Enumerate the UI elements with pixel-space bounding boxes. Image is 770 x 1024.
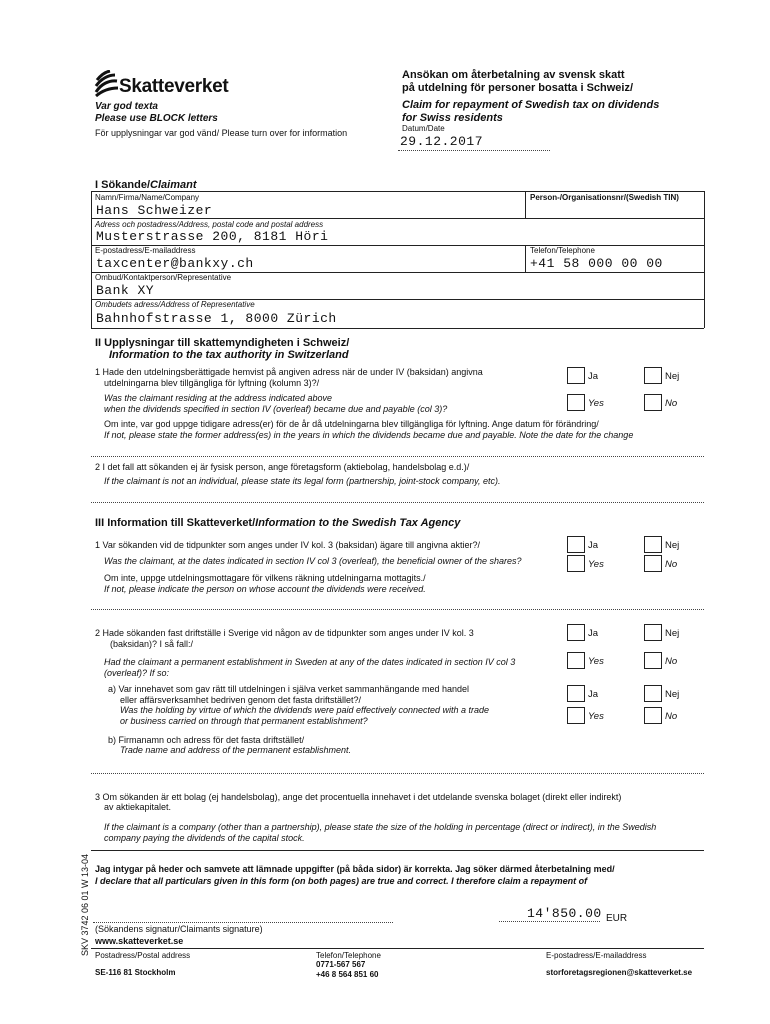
- s3-q3-text-sv-1: 3 Om sökanden är ett bolag (ej handelsbolag), ange det procentuella innehavet i det utdelande svenska bolaget (direkt eller indirekt): [95, 792, 622, 802]
- form-title-en-2: for Swiss residents: [402, 112, 503, 124]
- section-1-heading-sv: I Sökande/: [95, 179, 151, 191]
- s2-q1-nej-label: Nej: [665, 371, 680, 382]
- s2-q1-text-sv-2: utdelningarna blev tillgängliga för lyftning (kolumn 3)?/: [104, 378, 320, 388]
- tin-label: Person-/Organisationsnr/(Swedish TIN): [530, 193, 679, 202]
- s3-q2-nej-label: Nej: [665, 628, 680, 639]
- date-label: Datum/Date: [402, 124, 445, 133]
- form-code: SKV 3742 06 01 W 13-04: [80, 853, 90, 956]
- s3-q2-no-label: No: [665, 656, 678, 667]
- divider: [91, 191, 92, 328]
- logo-text: Skatteverket: [119, 76, 229, 97]
- email-label: E-postadress/E-mailaddress: [95, 246, 196, 255]
- section-1-heading: [95, 179, 197, 191]
- website-link[interactable]: www.skatteverket.se: [95, 936, 184, 946]
- s3-q2-ja-label: Ja: [588, 628, 599, 639]
- s3-q1-no-label: No: [665, 559, 678, 570]
- signature-label: (Sökandens signatur/Claimants signature): [95, 924, 263, 934]
- s2-q1-text-en-1: Was the claimant residing at the address indicated above: [104, 393, 332, 403]
- s2-q2-answer-line[interactable]: [91, 502, 704, 503]
- section-3-heading: [95, 517, 460, 529]
- section-1-heading-en: Claimant: [150, 179, 197, 191]
- s3-q1-note-en: If not, please indicate the person on whose account the dividends were received.: [104, 584, 426, 594]
- s3-q2-text-sv-2: (baksidan)? I så fall:/: [110, 639, 194, 649]
- section-2-heading-sv: II Upplysningar till skattemyndigheten i Schweiz/: [95, 337, 350, 349]
- logo: [93, 70, 243, 100]
- s3-q3-text-sv-2: av aktiekapitalet.: [104, 802, 172, 812]
- s3-qa-nej-label: Nej: [665, 689, 680, 700]
- s3-q1-yes-checkbox[interactable]: [567, 555, 585, 572]
- section-3-heading-sv: III Information till Skatteverket/: [95, 517, 256, 529]
- s2-q1-note-en: If not, please state the former address(es) in the years in which the dividends became due and payable. Note the date for the change: [104, 430, 634, 440]
- s2-q1-nej-checkbox[interactable]: [644, 367, 662, 384]
- s2-q1-no-label: No: [665, 398, 678, 409]
- s3-qa-ja-checkbox[interactable]: [567, 685, 585, 702]
- footer-phone-2: +46 8 564 851 60: [316, 970, 379, 979]
- s3-q1-nej-label: Nej: [665, 540, 680, 551]
- s3-qa-no-label: No: [665, 711, 678, 722]
- s3-qa-text-en-2: or business carried on through that permanent establishment?: [120, 716, 368, 726]
- divider: [91, 218, 704, 219]
- phone-label: Telefon/Telephone: [530, 246, 595, 255]
- s3-q3-text-en-2: company paying the dividends of the capital stock.: [104, 833, 305, 843]
- divider: [704, 191, 705, 328]
- form-title-en-1: Claim for repayment of Swedish tax on dividends: [402, 99, 660, 111]
- fill-in-instruction-sv: Var god texta: [95, 101, 158, 112]
- s2-q1-no-checkbox[interactable]: [644, 394, 662, 411]
- divider: [525, 191, 526, 218]
- tin-field[interactable]: [530, 203, 700, 217]
- claim-amount-line: [499, 921, 600, 922]
- signature-line[interactable]: [93, 922, 393, 923]
- email-field[interactable]: taxcenter@bankxy.ch: [96, 256, 254, 271]
- fill-in-instruction-en: Please use BLOCK letters: [95, 113, 218, 124]
- s2-q1-answer-line[interactable]: [91, 456, 704, 457]
- footer-email-value[interactable]: storforetagsregionen@skatteverket.se: [546, 968, 693, 977]
- s2-q1-yes-label: Yes: [588, 398, 604, 409]
- s3-qa-text-en-1: Was the holding by virtue of which the dividends were paid effectively connected with a trade: [120, 705, 490, 715]
- footer-phone-label: Telefon/Telephone: [316, 951, 381, 960]
- s3-q2-nej-checkbox[interactable]: [644, 624, 662, 641]
- s3-q1-nej-checkbox[interactable]: [644, 536, 662, 553]
- s3-q2-text-en-1: Had the claimant a permanent establishment in Sweden at any of the dates indicated in section IV col 3: [104, 657, 516, 667]
- declaration-sv: Jag intygar på heder och samvete att lämnade uppgifter (på båda sidor) är korrekta. Jag söker därmed återbetalning med/: [95, 864, 615, 874]
- name-label: Namn/Firma/Name/Company: [95, 193, 200, 202]
- s2-q1-yes-checkbox[interactable]: [567, 394, 585, 411]
- s3-qa-no-checkbox[interactable]: [644, 707, 662, 724]
- s3-q1-note-sv: Om inte, uppge utdelningsmottagare för vilkens räkning utdelningarna mottagits./: [104, 573, 426, 583]
- s3-qa-yes-checkbox[interactable]: [567, 707, 585, 724]
- claim-currency: EUR: [606, 913, 628, 924]
- s3-qa-nej-checkbox[interactable]: [644, 685, 662, 702]
- footer-rule: [91, 948, 704, 949]
- s3-q1-text-en: Was the claimant, at the dates indicated in section IV col 3 (overleaf), the beneficial owner of the shares?: [104, 556, 522, 566]
- footer-phone-1: 0771-567 567: [316, 960, 366, 969]
- s2-q1-ja-checkbox[interactable]: [567, 367, 585, 384]
- name-field[interactable]: Hans Schweizer: [96, 203, 213, 218]
- representative-label: Ombud/Kontaktperson/Representative: [95, 273, 232, 282]
- date-field-line: [398, 150, 550, 151]
- representative-field[interactable]: Bank XY: [96, 283, 155, 298]
- representative-address-label: Ombudets adress/Address of Representative: [95, 300, 255, 309]
- phone-field[interactable]: +41 58 000 00 00: [530, 256, 663, 271]
- turn-over-note: För upplysningar var god vänd/ Please turn over for information: [95, 128, 348, 138]
- section-3-heading-en: Information to the Swedish Tax Agency: [255, 517, 461, 529]
- divider: [525, 245, 526, 272]
- s3-q3-text-en-1: If the claimant is a company (other than a partnership), please state the size of the holding in percentage (direct or indirect), in the Swedish: [104, 822, 657, 832]
- section-2-heading-en: Information to the tax authority in Switzerland: [109, 349, 349, 361]
- address-field[interactable]: Musterstrasse 200, 8181 Höri: [96, 229, 329, 244]
- claim-amount-field[interactable]: 14'850.00: [527, 906, 602, 921]
- s2-q1-ja-label: Ja: [588, 371, 599, 382]
- s3-qa-text-sv-1: a) Var innehavet som gav rätt till utdelningen i själva verket sammanhängande med handel: [108, 684, 470, 694]
- s3-q1-ja-label: Ja: [588, 540, 599, 551]
- s3-q2-text-en-2: (overleaf)? If so:: [104, 668, 170, 678]
- s3-q1-ja-checkbox[interactable]: [567, 536, 585, 553]
- s2-q1-text-en-2: when the dividends specified in section IV (overleaf) became due and payable (col 3)?: [104, 404, 448, 414]
- address-label: Adress och postadress/Address, postal code and postal address: [95, 220, 324, 229]
- form-title-sv-2: på utdelning för personer bosatta i Schweiz/: [402, 82, 634, 94]
- representative-address-field[interactable]: Bahnhofstrasse 1, 8000 Zürich: [96, 311, 337, 326]
- form-title-sv-1: Ansökan om återbetalning av svensk skatt: [402, 69, 625, 81]
- s3-qb-text-sv: b) Firmanamn och adress för det fasta driftstället/: [108, 735, 305, 745]
- divider: [91, 328, 704, 329]
- footer-email-label: E-postadress/E-mailaddress: [546, 951, 647, 960]
- s3-q1-yes-label: Yes: [588, 559, 604, 570]
- s2-q1-note-sv: Om inte, var god uppge tidigare adress(er) för de år då utdelningarna blev tillgängliga för lyftning. Ange datum för förändring/: [104, 419, 599, 429]
- s3-q2-no-checkbox[interactable]: [644, 652, 662, 669]
- s3-qa-ja-label: Ja: [588, 689, 599, 700]
- s3-qb-text-en: Trade name and address of the permanent establishment.: [120, 745, 351, 755]
- s3-q2-yes-label: Yes: [588, 656, 604, 667]
- s3-q2-yes-checkbox[interactable]: [567, 652, 585, 669]
- date-field[interactable]: 29.12.2017: [400, 134, 484, 149]
- s3-q1-text-sv: 1 Var sökanden vid de tidpunkter som anges under IV kol. 3 (baksidan) ägare till angivna aktier?/: [95, 540, 481, 550]
- s2-q2-text-sv: 2 I det fall att sökanden ej är fysisk person, ange företagsform (aktiebolag, handelsbolag e.d.)/: [95, 462, 470, 472]
- divider: [91, 191, 704, 192]
- s3-q2-text-sv-1: 2 Hade sökanden fast driftställe i Sverige vid någon av de tidpunkter som anges under IV kol. 3: [95, 628, 474, 638]
- postal-address-value: SE-116 81 Stockholm: [95, 968, 176, 977]
- s2-q2-text-en: If the claimant is not an individual, please state its legal form (partnership, joint-stock company, etc).: [104, 476, 501, 486]
- declaration-en: I declare that all particulars given in this form (on both pages) are true and correct. I therefore claim a repayment of: [95, 876, 588, 886]
- s2-q1-text-sv-1: 1 Hade den utdelningsberättigade hemvist på angiven adress när de under IV (baksidan) angivna: [95, 367, 483, 377]
- s3-qb-answer-line[interactable]: [91, 773, 704, 774]
- postal-address-label: Postadress/Postal address: [95, 951, 191, 960]
- s3-q1-no-checkbox[interactable]: [644, 555, 662, 572]
- s3-q1-answer-line[interactable]: [91, 609, 704, 610]
- s3-qa-text-sv-2: eller affärsverksamhet bedriven genom det fasta driftstället?/: [120, 695, 361, 705]
- section-3-bottom-rule: [91, 850, 704, 851]
- s3-q2-ja-checkbox[interactable]: [567, 624, 585, 641]
- skatteverket-crown-icon: [93, 70, 119, 98]
- s3-qa-yes-label: Yes: [588, 711, 604, 722]
